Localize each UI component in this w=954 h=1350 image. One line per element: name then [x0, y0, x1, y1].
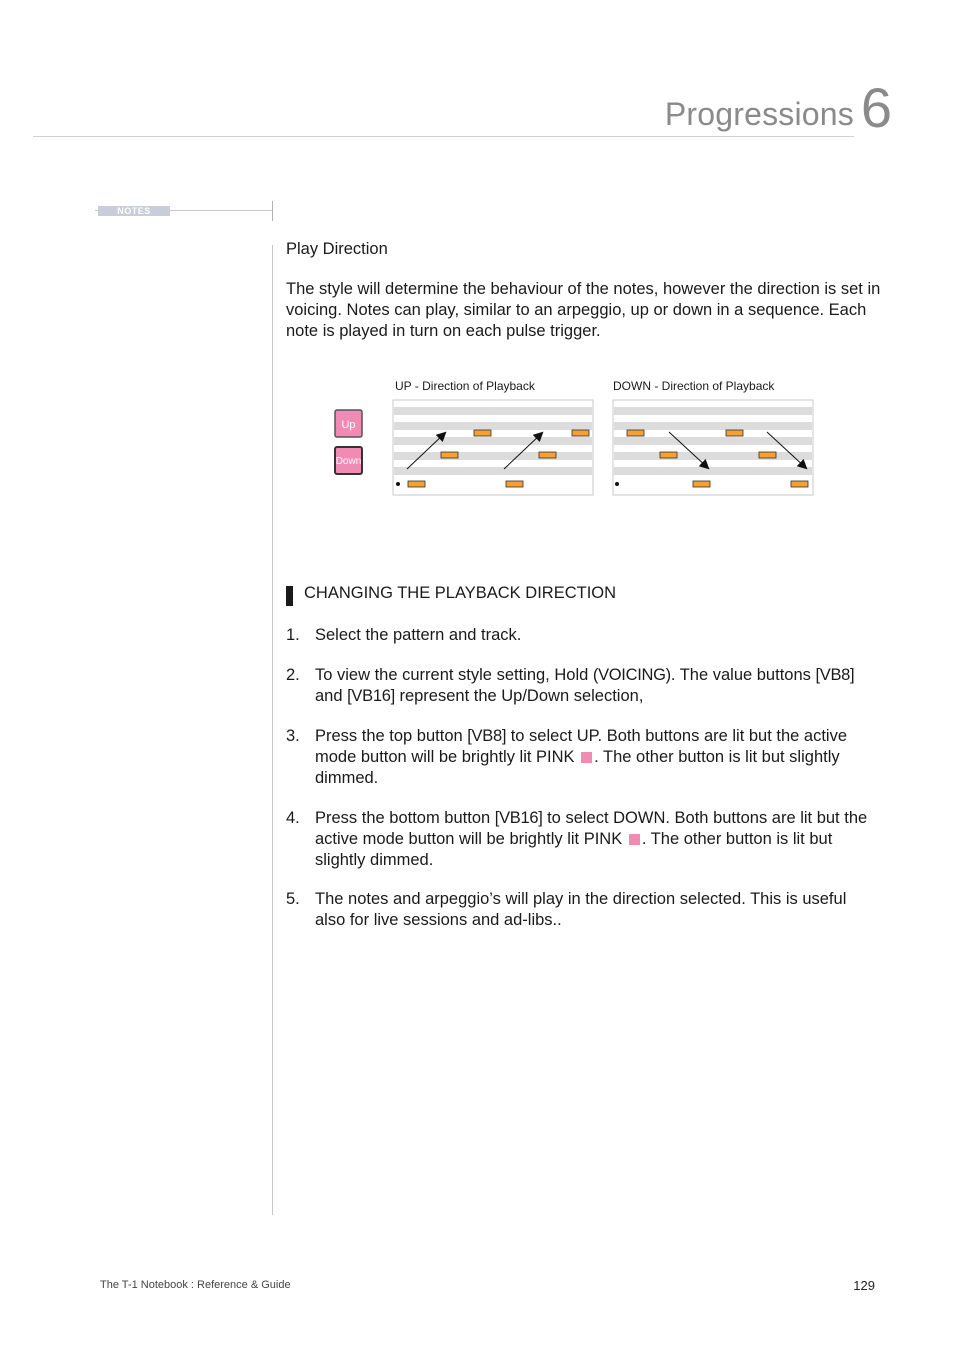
- down-button-label: Down: [335, 456, 362, 467]
- chapter-title: Progressions: [664, 96, 854, 132]
- step-text: Select the pattern and track.: [315, 626, 522, 644]
- note: [660, 452, 677, 458]
- note: [441, 452, 458, 458]
- note: [759, 452, 776, 458]
- notes-tick: [272, 201, 273, 221]
- note: [572, 430, 589, 436]
- note: [726, 430, 743, 436]
- footer-title: The T-1 Notebook : Reference & Guide: [100, 1279, 291, 1291]
- vb8-button-ref: [VB8]: [815, 666, 855, 684]
- step-number: 5.: [286, 890, 300, 908]
- step-text: To view the current style setting, Hold (VOICING). The value buttons [VB8] and [VB16] represent the Up/Down selection,: [315, 666, 855, 705]
- notes-label: NOTES: [98, 206, 170, 216]
- step-text: Press the bottom button [VB16] to select DOWN. Both buttons are lit but the active mode button will be brightly lit PINK . The other button is lit but slightly dimmed.: [315, 809, 868, 869]
- step-text: Press the top button [VB8] to select UP. Both buttons are lit but the active mode button will be brightly lit PINK . The other button is lit but slightly dimmed.: [315, 727, 848, 787]
- voicing-button-ref: (VOICING): [592, 666, 671, 684]
- subheading-bar: [286, 586, 293, 606]
- play-direction-diagram: [330, 370, 830, 500]
- pink-square-icon: [581, 752, 592, 763]
- down-button: [335, 447, 362, 474]
- intro-paragraph: The style will determine the behaviour of the notes, however the direction is set in voicing. Notes can play, similar to an arpeggio, up or down in a sequence. Each note is played in turn on each pulse trigger.: [286, 280, 881, 340]
- pink-square-icon: [629, 834, 640, 845]
- up-button: [335, 410, 362, 437]
- note: [539, 452, 556, 458]
- margin-rule: [272, 245, 273, 1215]
- page-number: 129: [853, 1278, 875, 1293]
- step-number: 2.: [286, 666, 300, 684]
- up-panel-title: UP - Direction of Playback: [395, 379, 535, 393]
- note: [791, 481, 808, 487]
- step-number: 4.: [286, 809, 300, 827]
- subsection-heading: CHANGING THE PLAYBACK DIRECTION: [304, 584, 617, 602]
- header-rule: [33, 136, 854, 137]
- up-button-label: Up: [341, 419, 356, 431]
- note: [693, 481, 710, 487]
- note: [408, 481, 425, 487]
- step-number: 1.: [286, 626, 300, 644]
- note: [506, 481, 523, 487]
- vb16-button-ref: [VB16]: [347, 687, 395, 705]
- down-panel-title: DOWN - Direction of Playback: [613, 379, 775, 393]
- vb16-button-ref: [VB16]: [494, 809, 543, 827]
- note: [474, 430, 491, 436]
- vb8-button-ref: [VB8]: [467, 727, 507, 745]
- section-heading: Play Direction: [286, 240, 388, 258]
- step-number: 3.: [286, 727, 300, 745]
- note: [627, 430, 644, 436]
- step-text: The notes and arpeggio’s will play in the direction selected. This is useful also for live sessions and ad-libs..: [315, 890, 847, 929]
- up-panel: [393, 400, 593, 495]
- chapter-number: 6: [860, 76, 892, 139]
- down-panel: [613, 400, 813, 495]
